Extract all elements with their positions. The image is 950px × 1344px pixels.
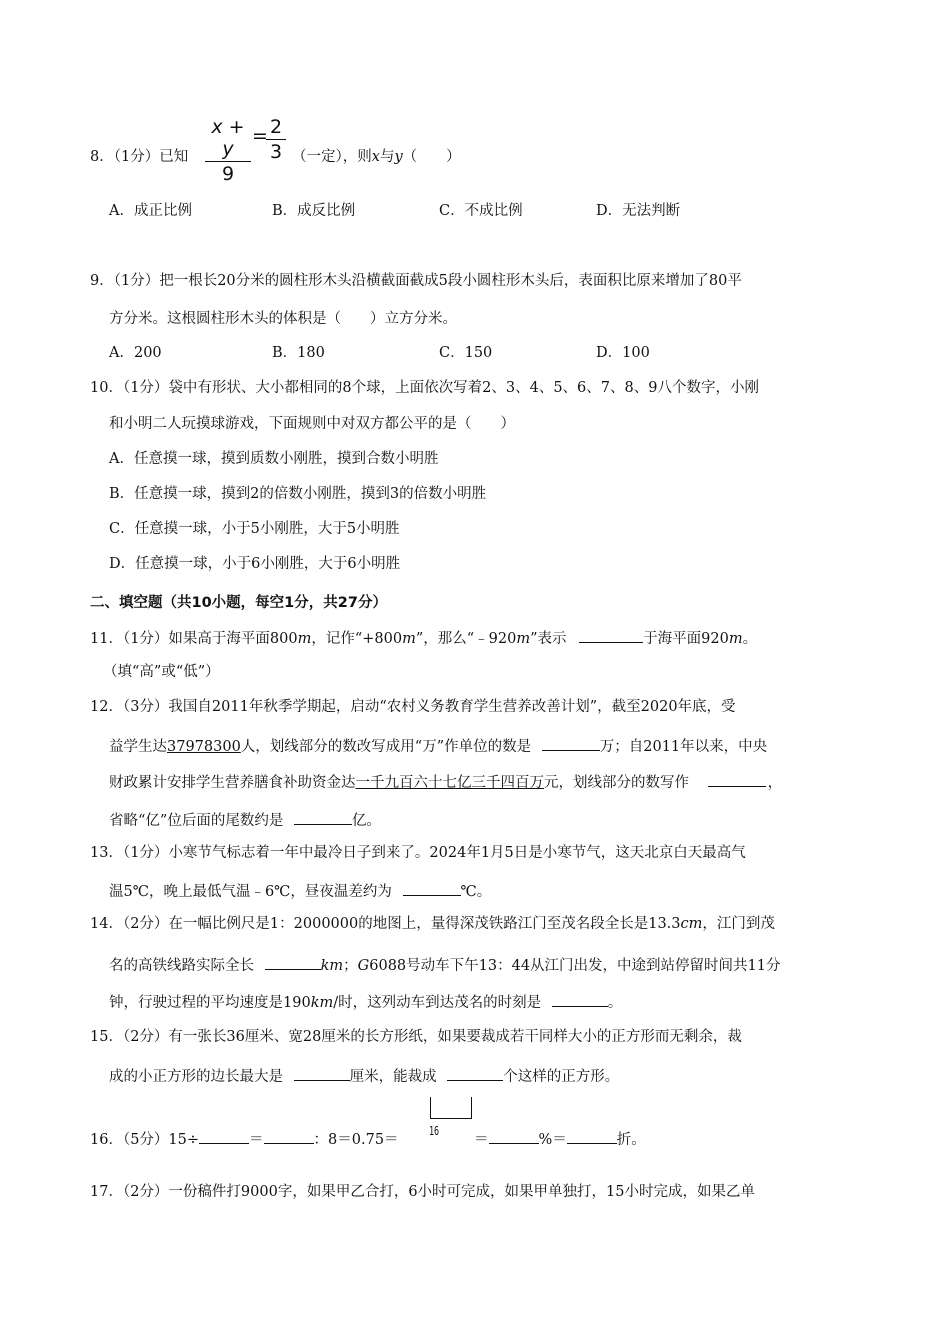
- fraction-numerator: x + y: [211, 116, 245, 160]
- answer-blank[interactable]: [294, 1064, 350, 1081]
- answer-blank[interactable]: [542, 734, 600, 751]
- q9-stem-line2: 方分米。这根圆柱形木头的体积是（ ）立方分米。: [109, 311, 457, 327]
- answer-blank[interactable]: [199, 1127, 249, 1144]
- answer-blank[interactable]: [579, 626, 643, 643]
- q8-fraction-xy-over-9: [205, 116, 251, 185]
- underlined-number-words: 一千九百六十七亿三千四百万: [355, 775, 544, 791]
- answer-blank[interactable]: [489, 1127, 539, 1144]
- q8-option-d[interactable]: D．无法判断: [596, 203, 681, 219]
- q10-option-c[interactable]: C．任意摸一球，小于5小刚胜，大于5小明胜: [109, 521, 400, 537]
- q8-stem: [90, 147, 188, 167]
- q13-stem-line1: 13．（1分）小寒节气标志着一年中最冷日子到来了。2024年1月5日是小寒节气，这天北京白天最高气: [90, 845, 746, 861]
- fraction-numerator: 2: [269, 116, 283, 138]
- underlined-number: 37978300: [167, 739, 241, 755]
- answer-blank[interactable]: [265, 953, 321, 970]
- q13-stem-line2: 温5℃，晚上最低气温﹣6℃，昼夜温差约为 ℃。: [109, 879, 491, 902]
- q15-stem-line2: 成的小正方形的边长最大是 厘米，能裁成 个这样的正方形。: [109, 1064, 619, 1087]
- q10-option-b[interactable]: B．任意摸一球，摸到2的倍数小刚胜，摸到3的倍数小明胜: [109, 486, 487, 502]
- q15-stem-line1: 15．（2分）有一张长36厘米、宽28厘米的长方形纸，如果要裁成若干同样大小的正方形而无剩余，裁: [90, 1029, 742, 1045]
- q9-stem-line1: 9．（1分）把一根长20分米的圆柱形木头沿横截面截成5段小圆柱形木头后，表面积比原来增加了80平: [90, 273, 742, 289]
- answer-blank[interactable]: [567, 1127, 617, 1144]
- q8-option-c[interactable]: C．不成比例: [439, 203, 523, 219]
- q12-stem-line1: 12．（3分）我国自2011年秋季学期起，启动“农村义务教育学生营养改善计划”，截至2020年底，受: [90, 699, 736, 715]
- answer-blank[interactable]: [447, 1064, 503, 1081]
- q10-option-a[interactable]: A．任意摸一球，摸到质数小刚胜，摸到合数小明胜: [109, 451, 439, 467]
- q11-stem-line2: （填“高”或“低”）: [103, 664, 220, 680]
- q16-fraction-blank-box[interactable]: [430, 1097, 472, 1119]
- q8-prefix: 8．（1分）已知: [90, 149, 189, 165]
- q8-option-a[interactable]: A．成正比例: [109, 203, 192, 219]
- q16-stem-part2: ＝ %＝ 折。: [474, 1127, 646, 1150]
- q9-option-c[interactable]: C．150: [439, 345, 493, 361]
- q9-option-d[interactable]: D．100: [596, 345, 650, 361]
- q14-stem-line1: 14．（2分）在一幅比例尺是1：2000000的地图上，量得深茂铁路江门至茂名段全长是13.3cm，江门到茂: [90, 916, 775, 932]
- fraction-denominator: 9: [221, 163, 235, 185]
- answer-blank[interactable]: [708, 770, 766, 787]
- answer-blank[interactable]: [294, 808, 352, 825]
- section-fill-in-heading: 二、填空题（共10小题，每空1分，共27分）: [90, 595, 387, 611]
- q10-stem-line2: 和小明二人玩摸球游戏，下面规则中对双方都公平的是（ ）: [109, 416, 515, 432]
- q14-stem-line2: 名的高铁线路实际全长 km；G6088号动车下午13：44从江门出发，中途到站停留时间共11分: [109, 953, 781, 976]
- q9-option-b[interactable]: B．180: [272, 345, 325, 361]
- q12-stem-line3: 财政累计安排学生营养膳食补助资金达一千九百六十七亿三千四百万元，划线部分的数写作 ，: [109, 770, 782, 793]
- q12-stem-line2: 益学生达37978300人，划线部分的数改写成用“万”作单位的数是 万；自2011年以来，中央: [109, 734, 767, 757]
- answer-blank[interactable]: [552, 990, 608, 1007]
- q12-stem-line4: 省略“亿”位后面的尾数约是 亿。: [109, 808, 381, 831]
- q8-fraction-2-over-3: [266, 116, 286, 163]
- q8-option-b[interactable]: B．成反比例: [272, 203, 356, 219]
- q11-stem-line1: 11．（1分）如果高于海平面800m，记作“+800m”，那么“﹣920m”表示 于海平面920m。: [90, 626, 757, 649]
- q16-stem-part1: 16．（5分）15÷ ＝ ：8＝0.75＝: [90, 1127, 399, 1150]
- q14-stem-line3: 钟，行驶过程的平均速度是190km/时，这列动车到达茂名的时刻是 。: [109, 990, 622, 1013]
- answer-blank[interactable]: [264, 1127, 314, 1144]
- q16-fraction-denominator: 16: [429, 1124, 440, 1138]
- q8-stem-tail: （一定），则x与y（ ）: [292, 149, 461, 165]
- answer-blank[interactable]: [403, 879, 461, 896]
- fraction-denominator: 3: [269, 141, 283, 163]
- q10-option-d[interactable]: D．任意摸一球，小于6小刚胜，大于6小明胜: [109, 556, 401, 572]
- q10-stem-line1: 10．（1分）袋中有形状、大小都相同的8个球，上面依次写着2、3、4、5、6、7、8、9八个数字，小刚: [90, 380, 759, 396]
- q17-stem-line1: 17．（2分）一份稿件打9000字，如果甲乙合打，6小时可完成，如果甲单独打，15小时完成，如果乙单: [90, 1184, 755, 1200]
- q9-option-a[interactable]: A．200: [109, 345, 162, 361]
- q8-equals: =: [252, 125, 268, 147]
